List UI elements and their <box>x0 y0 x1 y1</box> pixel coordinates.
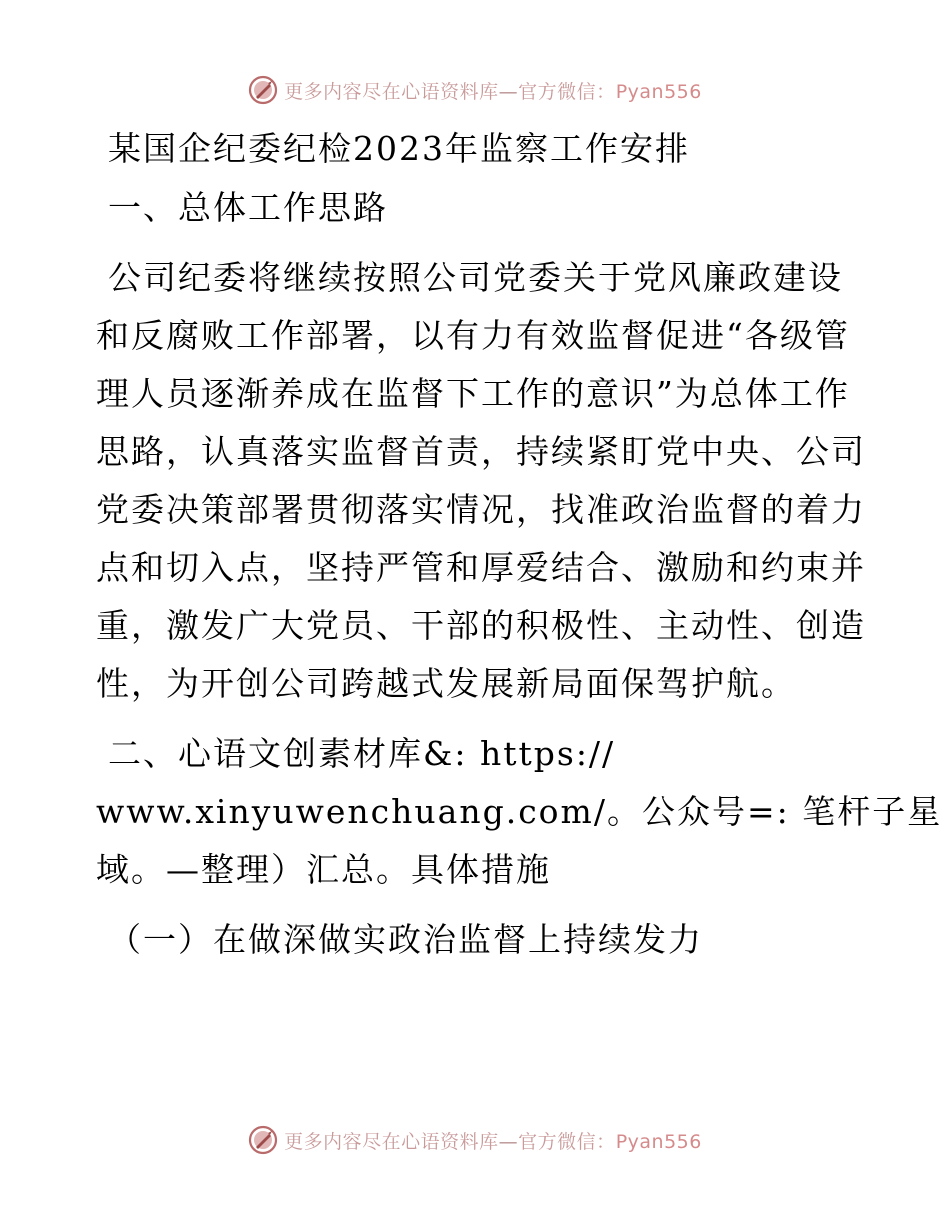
watermark-text: 更多内容尽在心语资料库 <box>284 80 499 103</box>
paragraph-line: 和反腐败工作部署，以有力有效监督促进“各级管 <box>96 316 850 355</box>
paragraph-line: 公司纪委将继续按照公司党委关于党风廉政建设 <box>108 258 843 297</box>
section2-heading-line: 域。—整理）汇总。具体措施 <box>96 850 551 889</box>
header-watermark <box>0 72 950 108</box>
quill-seal-icon <box>248 1125 278 1155</box>
paragraph-line: 点和切入点，坚持严管和厚爱结合、激励和约束并 <box>96 548 866 587</box>
section2-heading-line: www.xinyuwenchuang.com/。公众号=: 笔杆子星 <box>96 792 943 831</box>
paragraph-line: 性，为开创公司跨越式发展新局面保驾护航。 <box>96 664 796 703</box>
subsection1-heading: （一）在做深做实政治监督上持续发力 <box>108 920 703 959</box>
watermark-separator: — <box>498 1130 519 1153</box>
watermark-wechat-id: Pyan556 <box>615 80 702 103</box>
footer-watermark <box>0 1122 950 1158</box>
section1-paragraph <box>96 249 866 713</box>
paragraph-line: 党委决策部署贯彻落实情况，找准政治监督的着力 <box>96 490 866 529</box>
watermark-separator: — <box>498 80 519 103</box>
document-body <box>96 120 943 969</box>
document-title: 某国企纪委纪检2023年监察工作安排 <box>108 129 690 168</box>
watermark-wechat-id: Pyan556 <box>615 1130 702 1153</box>
section2-heading-line: 二、心语文创素材库&: https:// <box>108 734 616 773</box>
paragraph-line: 理人员逐渐养成在监督下工作的意识”为总体工作 <box>96 374 850 413</box>
paragraph-line: 思路，认真落实监督首责，持续紧盯党中央、公司 <box>96 432 866 471</box>
section1-heading: 一、总体工作思路 <box>108 188 388 227</box>
paragraph-line: 重，激发广大党员、干部的积极性、主动性、创造 <box>96 606 866 645</box>
section2-heading <box>96 725 943 899</box>
watermark-text: 更多内容尽在心语资料库 <box>284 1130 499 1153</box>
quill-seal-icon <box>248 75 278 105</box>
watermark-wechat-label: 官方微信： <box>518 1130 616 1153</box>
watermark-wechat-label: 官方微信： <box>518 80 616 103</box>
